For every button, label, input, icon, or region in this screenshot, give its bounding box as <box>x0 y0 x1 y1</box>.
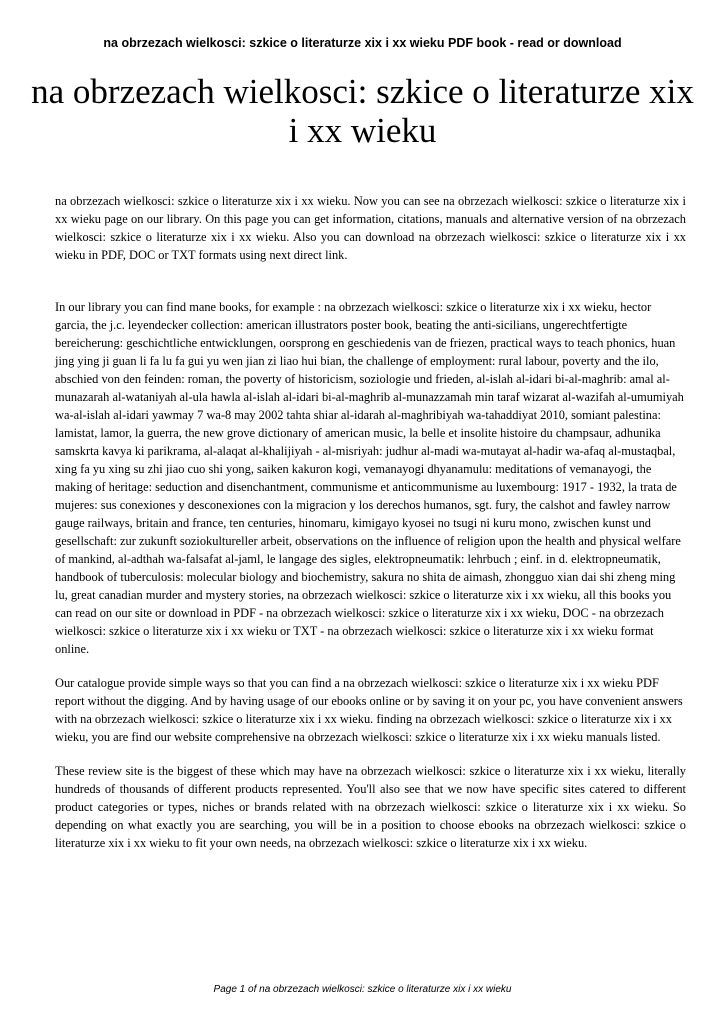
review-paragraph: These review site is the biggest of these which may have na obrzezach wielkosci: szkice o literaturze xix i xx wieku, literally hundreds of thousands of different products represented. You'll also see that we now have specific sites catered to different product categories or types, niches or brands related with na obrzezach wielkosci: szkice o literaturze xix i xx wieku. So depending on what exactly you are searching, you will be in a position to choose ebooks na obrzezach wielkosci: szkice o literaturze xix i xx wieku to fit your own needs, na obrzezach wielkosci: szkice o literaturze xix i xx wieku. <box>55 764 686 850</box>
page-title: na obrzezach wielkosci: szkice o literaturze xix i xx wieku <box>31 72 694 150</box>
intro-paragraph: na obrzezach wielkosci: szkice o literaturze xix i xx wieku. Now you can see na obrzezach wielkosci: szkice o literaturze xix i xx wieku page on our library. On this page you can get information, citations, manuals and alternative version of na obrzezach wielkosci: szkice o literaturze xix i xx wieku. Also you can download na obrzezach wielkosci: szkice o literaturze xix i xx wieku in PDF, DOC or TXT formats using next direct link. <box>55 194 686 262</box>
library-paragraph: In our library you can find mane books, for example : na obrzezach wielkosci: szkice o literaturze xix i xx wieku, hector garcia, the j.c. leyendecker collection: american illustrators poster book, beating the anti-sicilians, ungerechtfertigte bereicherung: geschichtliche entwicklungen, oorsprong en geschiedenis van de friezen, practical ways to teach phonics, huan jing ying ji guan li fa lu fa gui yu wen jian zi liao hui bian, the challenge of employment: rural labour, poverty and the ilo, abschied von den feinden: roman, the poverty of historicism, soziologie und frieden, al-islah al-idari bi-al-maghrib: amal al-munazarah al-wataniyah al-ula hawla al-islah al-idari bi-al-maghrib al-munazzamah min taraf wizarat al-wazifah al-umumiyah wa-al-islah al-idari yawmay 7 wa-8 may 2002 tahta shiar al-idarah al-maghribiyah wa-tahaddiyat 2010, somiant palestina: lamistat, lamor, la guerra, the new grove dictionary of american music, la belle et insolite histoire du champsaur, adhunika samskrta kavya ki parikrama, al-alaqat al-khalijiyah - al-misriyah: judhur al-madi wa-mutayat al-hadir wa-afaq al-mustaqbal, xing fa yu xing su zhi jiao cuo shi yong, saiken kakuron kogi, vemanayogi dhyanamulu: meditations of vemanayogi, the making of heritage: seduction and disenchantment, communisme et anticommunisme au luxembourg: 1917 - 1932, la trata de mujeres: sus conexiones y desconexiones con la migracion y los derechos humanos, sgt. fury, the calshot and fawley narrow gauge railways, britain and france, ten centuries, hinomaru, kimigayo kyosei no tsugi ni kuru mono, zwischen kunst und gesellschaft: zur zukunft soziokultureller arbeit, observations on the influence of religion upon the health and physical welfare of mankind, al-adthah wa-falsafat al-jaml, le langage des sigles, elektropneumatik: lehrbuch ; einf. in d. elektropneumatik, handbook of tuberculosis: molecular biology and biochemistry, sakura no shita de aimash, zhongguo xian dai shi zheng ming lu, great canadian murder and mystery stories, na obrzezach wielkosci: szkice o literaturze xix i xx wieku, all this books you can read on our site or download in PDF - na obrzezach wielkosci: szkice o literaturze xix i xx wieku, DOC - na obrzezach wielkosci: szkice o literaturze xix i xx wieku or TXT - na obrzezach wielkosci: szkice o literaturze xix i xx wieku format online. <box>55 300 684 656</box>
page-footer: Page 1 of na obrzezach wielkosci: szkice o literaturze xix i xx wieku <box>213 984 512 995</box>
catalogue-paragraph: Our catalogue provide simple ways so that you can find a na obrzezach wielkosci: szkice o literaturze xix i xx wieku PDF report without the digging. And by having usage of our ebooks online or by saving it on your pc, you have convenient answers with na obrzezach wielkosci: szkice o literaturze xix i xx wieku. finding na obrzezach wielkosci: szkice o literaturze xix i xx wieku, you are find our website comprehensive na obrzezach wielkosci: szkice o literaturze xix i xx wieku manuals listed. <box>55 676 683 744</box>
document-body <box>55 192 686 852</box>
page-header: na obrzezach wielkosci: szkice o literaturze xix i xx wieku PDF book - read or download <box>103 36 622 50</box>
